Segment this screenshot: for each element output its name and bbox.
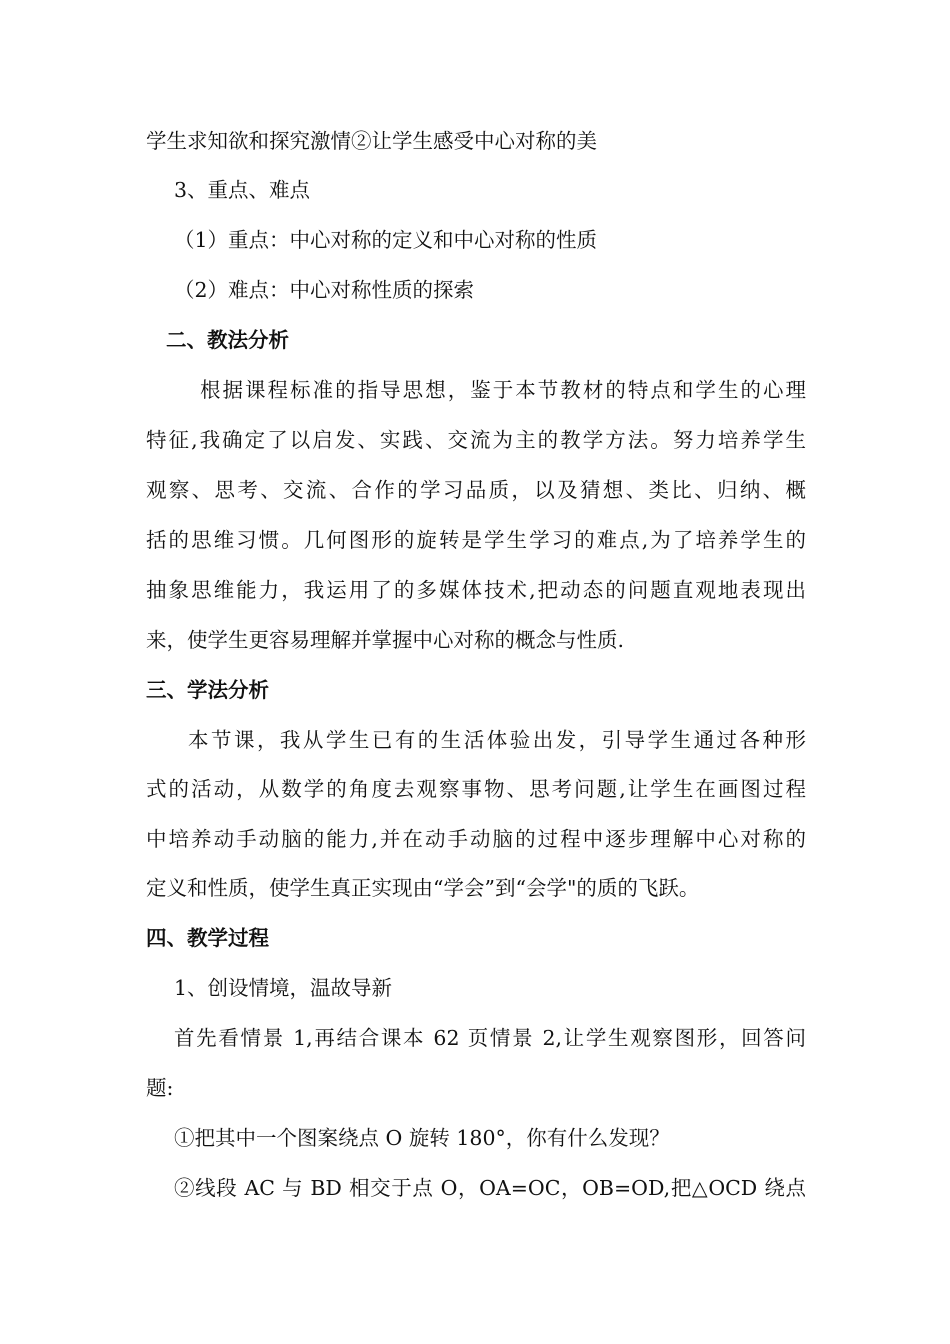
paragraph-line: 特征,我确定了以启发、实践、交流为主的教学方法。努力培养学生 <box>146 428 806 452</box>
paragraph-line: 括的思维习惯。几何图形的旋转是学生学习的难点,为了培养学生的 <box>146 528 806 552</box>
paragraph-line: 观察、思考、交流、合作的学习品质，以及猜想、类比、归纳、概 <box>146 478 806 502</box>
question-item: ②线段 AC 与 BD 相交于点 O，OA=OC，OB=OD,把△OCD 绕点 <box>174 1176 806 1200</box>
paragraph-line: 题: <box>146 1076 174 1100</box>
key-point-item: （1）重点：中心对称的定义和中心对称的性质 <box>174 228 598 252</box>
paragraph-line: 式的活动，从数学的角度去观察事物、思考问题,让学生在画图过程 <box>146 777 806 801</box>
paragraph-line: 抽象思维能力，我运用了的多媒体技术,把动态的问题直观地表现出 <box>146 578 806 602</box>
paragraph-line: 根据课程标准的指导思想，鉴于本节教材的特点和学生的心理 <box>200 378 806 402</box>
paragraph-line: 本节课，我从学生已有的生活体验出发，引导学生通过各种形 <box>188 728 806 752</box>
section-heading-learning-method: 三、学法分析 <box>146 678 269 702</box>
paragraph-line: 学生求知欲和探究激情②让学生感受中心对称的美 <box>146 129 597 153</box>
section-heading-teaching-process: 四、教学过程 <box>146 926 269 950</box>
paragraph-line: 定义和性质，使学生真正实现由“学会”到“会学"的质的飞跃。 <box>146 876 700 900</box>
subheading-scenario: 1、创设情境，温故导新 <box>174 976 393 1000</box>
paragraph-line: 中培养动手动脑的能力,并在动手动脑的过程中逐步理解中心对称的 <box>146 827 806 851</box>
question-item: ①把其中一个图案绕点 O 旋转 180°，你有什么发现？ <box>174 1126 670 1150</box>
paragraph-line: 首先看情景 1,再结合课本 62 页情景 2,让学生观察图形，回答问 <box>174 1026 806 1050</box>
paragraph-line: 来，使学生更容易理解并掌握中心对称的概念与性质. <box>146 628 625 652</box>
section-heading-teaching-method: 二、教法分析 <box>166 328 289 352</box>
subheading-key-points: 3、重点、难点 <box>174 178 311 202</box>
difficulty-item: （2）难点：中心对称性质的探索 <box>174 278 475 302</box>
